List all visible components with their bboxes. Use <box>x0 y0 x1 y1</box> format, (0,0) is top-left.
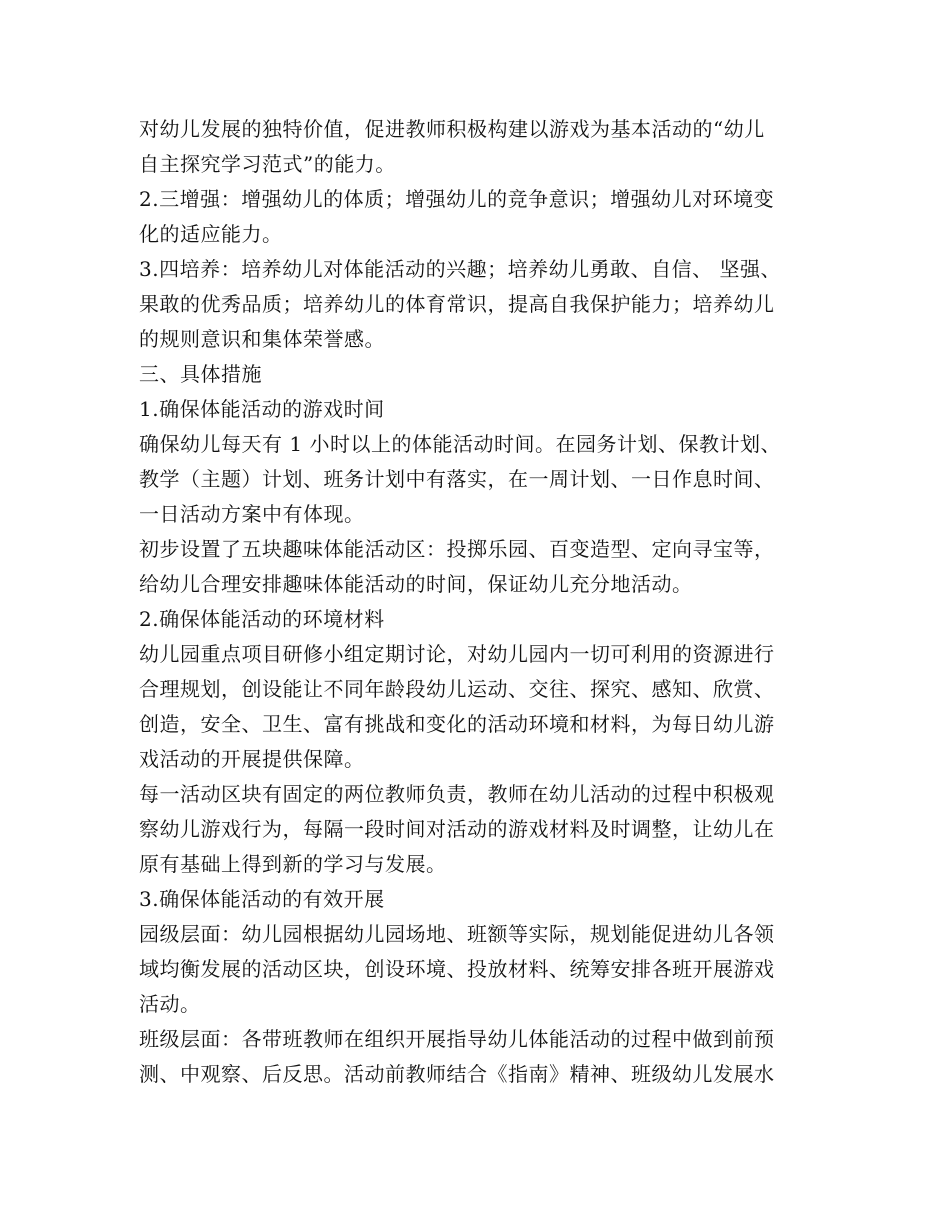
text-line: 确保幼儿每天有 1 小时以上的体能活动时间。在园务计划、保教计划、 <box>139 432 781 456</box>
text-line: 的规则意识和集体荣誉感。 <box>139 327 385 351</box>
text-line: 活动。 <box>139 992 201 1016</box>
subsection-heading: 2.确保体能活动的环境材料 <box>139 607 385 631</box>
document-body <box>139 112 839 1092</box>
text-line: 2.三增强：增强幼儿的体质；增强幼儿的竞争意识；增强幼儿对环境变 <box>139 187 775 211</box>
text-line: 合理规划，创设能让不同年龄段幼儿运动、交往、探究、感知、欣赏、 <box>139 677 775 701</box>
text-line: 每一活动区块有固定的两位教师负责，教师在幼儿活动的过程中积极观 <box>139 782 775 806</box>
text-line: 戏活动的开展提供保障。 <box>139 747 365 771</box>
text-line: 给幼儿合理安排趣味体能活动的时间，保证幼儿充分地活动。 <box>139 572 693 596</box>
subsection-heading: 3.确保体能活动的有效开展 <box>139 887 385 911</box>
text-line: 教学（主题）计划、班务计划中有落实，在一周计划、一日作息时间、 <box>139 467 775 491</box>
text-line: 3.四培养：培养幼儿对体能活动的兴趣；培养幼儿勇敢、自信、 坚强、 <box>139 257 781 281</box>
section-heading: 三、具体措施 <box>139 362 262 386</box>
text-line: 对幼儿发展的独特价值，促进教师积极构建以游戏为基本活动的“幼儿 <box>139 117 765 141</box>
text-line: 幼儿园重点项目研修小组定期讨论，对幼儿园内一切可利用的资源进行 <box>139 642 775 666</box>
text-line: 测、中观察、后反思。活动前教师结合《指南》精神、班级幼儿发展水 <box>139 1062 775 1086</box>
text-line: 自主探究学习范式”的能力。 <box>139 152 396 176</box>
text-line: 察幼儿游戏行为，每隔一段时间对活动的游戏材料及时调整，让幼儿在 <box>139 817 775 841</box>
text-line: 化的适应能力。 <box>139 222 283 246</box>
text-line: 一日活动方案中有体现。 <box>139 502 365 526</box>
text-line: 创造，安全、卫生、富有挑战和变化的活动环境和材料，为每日幼儿游 <box>139 712 775 736</box>
text-line: 原有基础上得到新的学习与发展。 <box>139 852 447 876</box>
text-line: 班级层面：各带班教师在组织开展指导幼儿体能活动的过程中做到前预 <box>139 1027 775 1051</box>
text-line: 园级层面：幼儿园根据幼儿园场地、班额等实际，规划能促进幼儿各领 <box>139 922 775 946</box>
text-line: 初步设置了五块趣味体能活动区：投掷乐园、百变造型、定向寻宝等， <box>139 537 775 561</box>
text-line: 域均衡发展的活动区块，创设环境、投放材料、统筹安排各班开展游戏 <box>139 957 775 981</box>
text-line: 果敢的优秀品质；培养幼儿的体育常识，提高自我保护能力；培养幼儿 <box>139 292 775 316</box>
subsection-heading: 1.确保体能活动的游戏时间 <box>139 397 385 421</box>
